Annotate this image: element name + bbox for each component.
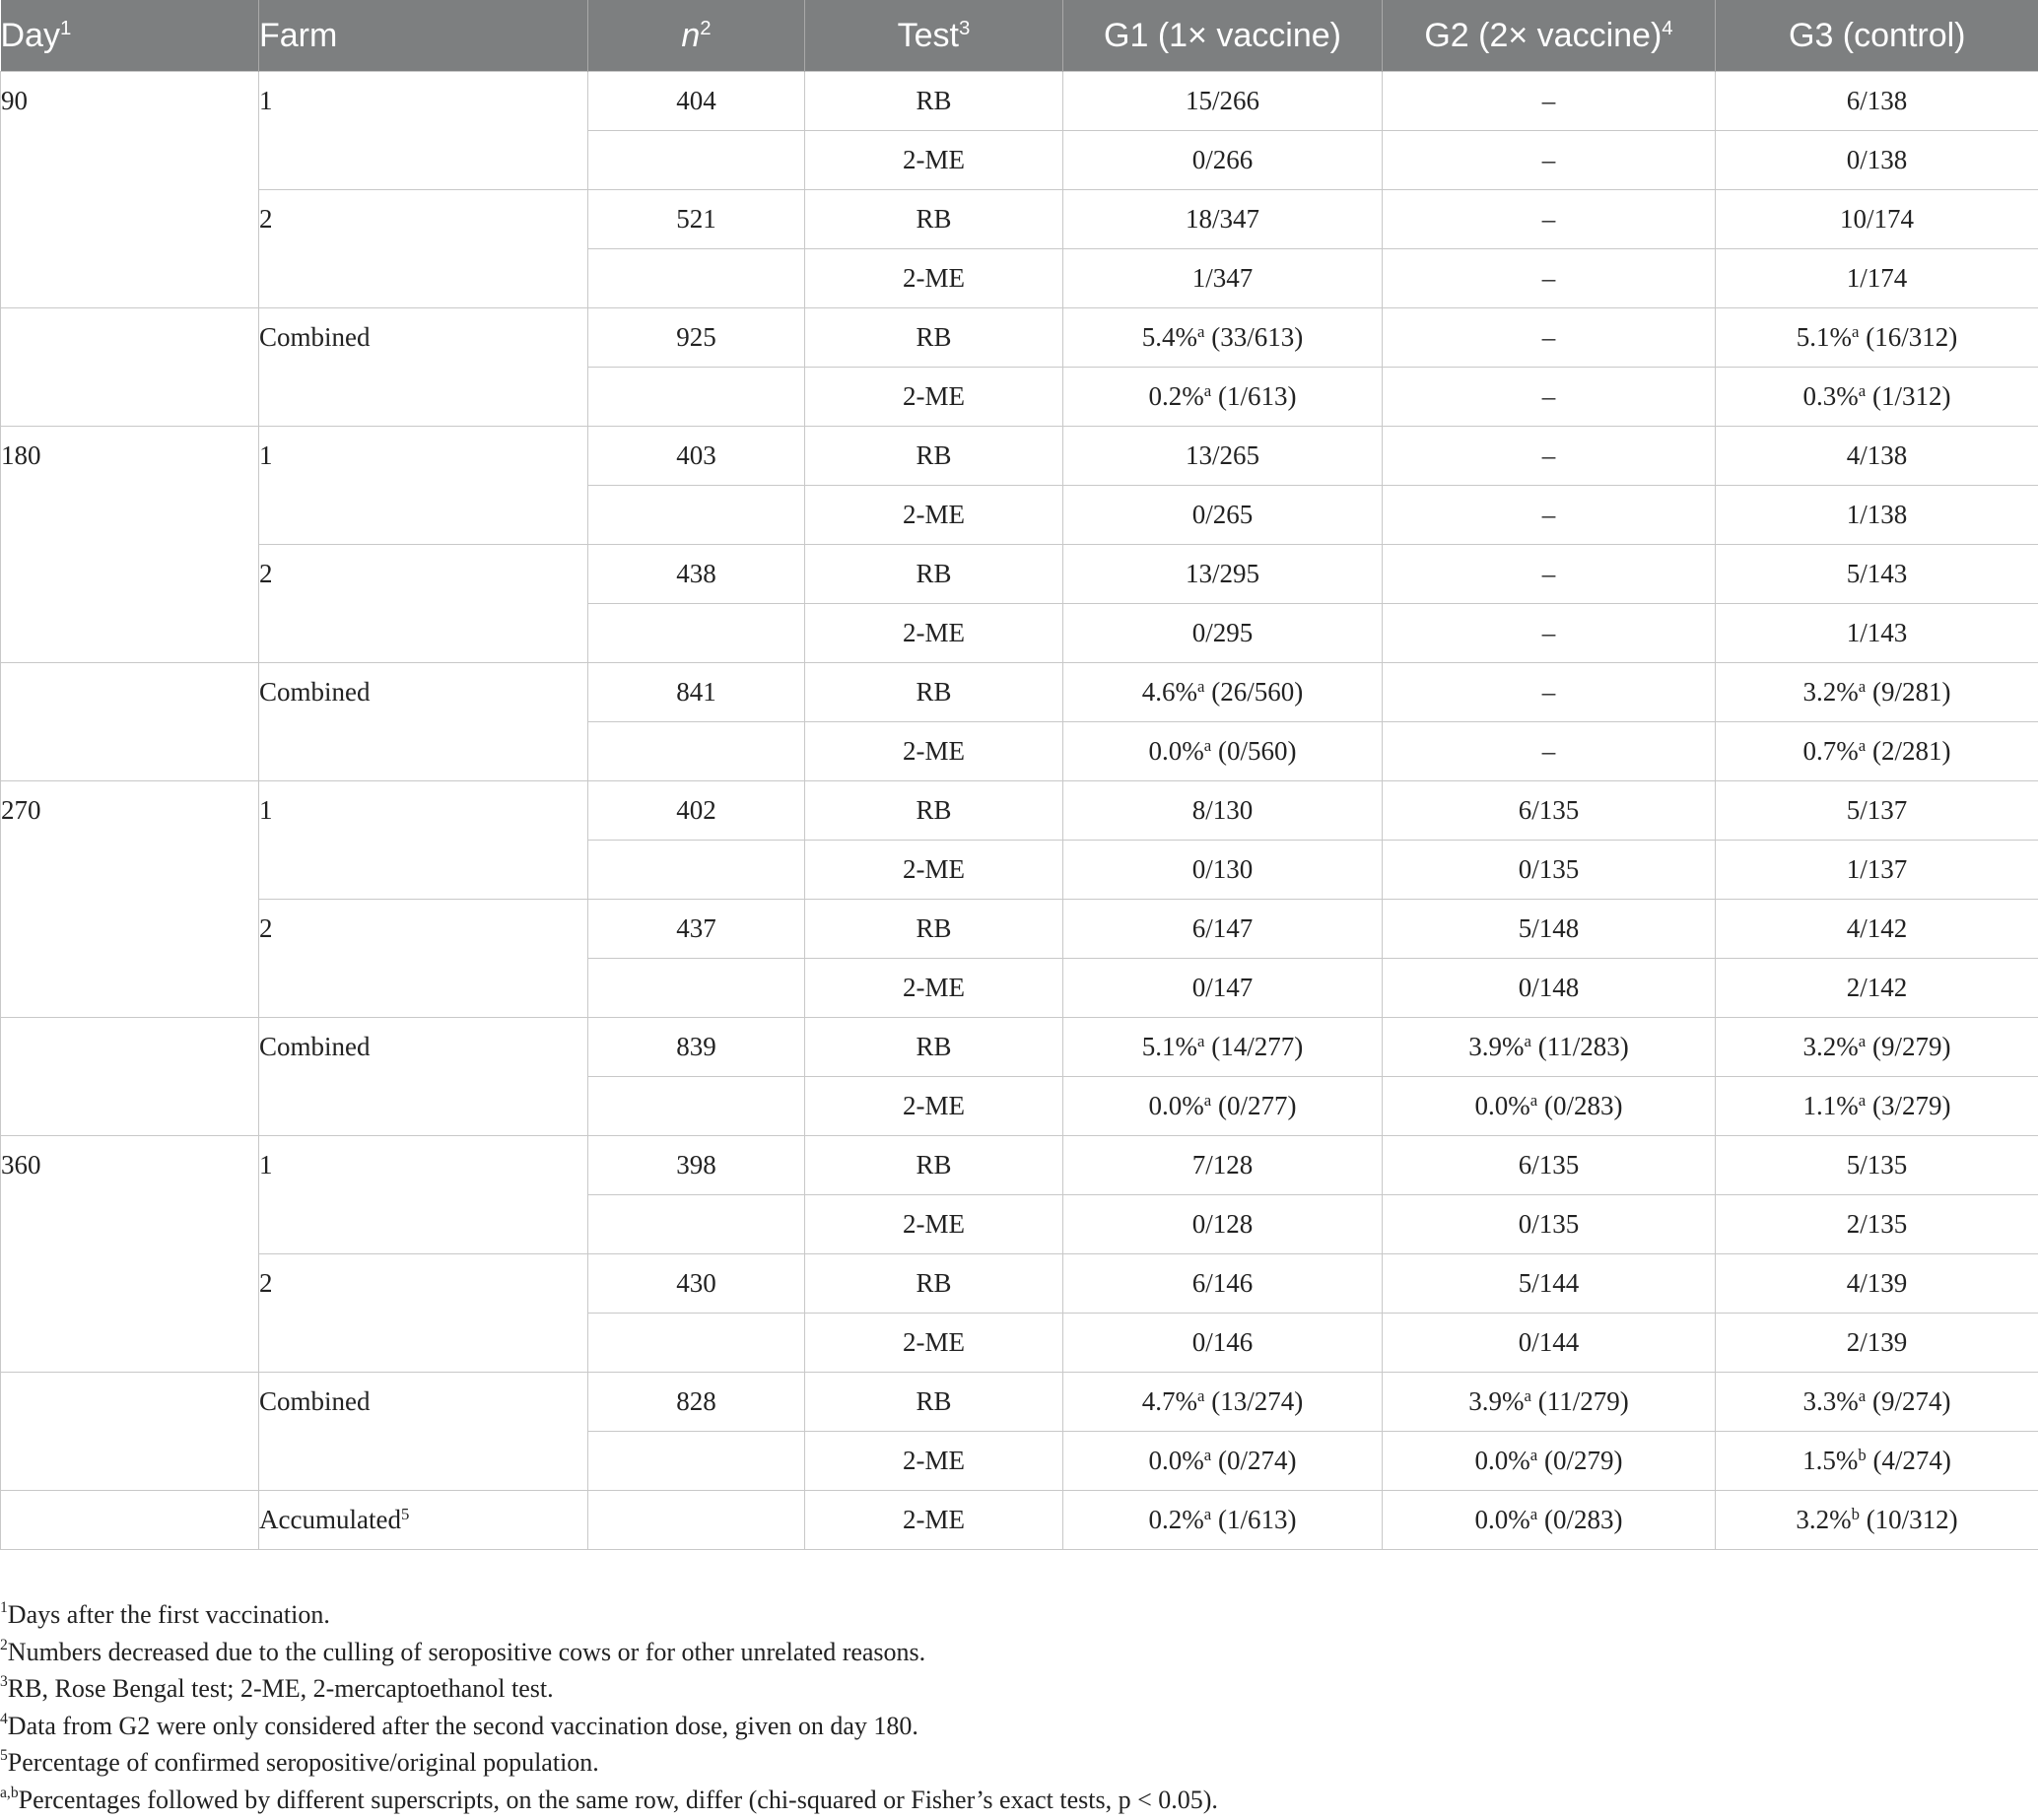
g2-cell: 6/135 <box>1383 781 1716 841</box>
g1-cell: 0/295 <box>1063 604 1383 663</box>
n-cell: 402 <box>588 781 805 841</box>
g1-cell: 18/347 <box>1063 190 1383 249</box>
g1-cell: 0/130 <box>1063 841 1383 900</box>
g1-cell: 0.0%$^a$ (0/277) <box>1063 1077 1383 1136</box>
g2-cell: – <box>1383 190 1716 249</box>
g1-cell: 7/128 <box>1063 1136 1383 1195</box>
g3-cell: 2/142 <box>1716 959 2038 1018</box>
test-cell: RB <box>805 1136 1063 1195</box>
g1-cell: 0/147 <box>1063 959 1383 1018</box>
g2-cell: – <box>1383 663 1716 722</box>
table-row <box>1 545 2038 604</box>
g1-cell: 0/128 <box>1063 1195 1383 1254</box>
g2-cell: – <box>1383 427 1716 486</box>
g1-cell: 5.1%$^a$ (14/277) <box>1063 1018 1383 1077</box>
header-test: Test$^3$ <box>805 0 1063 72</box>
g1-cell: 1/347 <box>1063 249 1383 308</box>
g2-cell: 0.0%$^a$ (0/283) <box>1383 1491 1716 1550</box>
table-row <box>1 1136 2038 1195</box>
n-cell: 521 <box>588 190 805 249</box>
farm-cell-combined: Combined <box>259 308 588 427</box>
footnote: $^3$RB, Rose Bengal test; 2-ME, 2-mercaptoethanol test. <box>0 1673 554 1703</box>
header-g2: G2 (2× vaccine)$^4$ <box>1383 0 1716 72</box>
g2-cell: – <box>1383 131 1716 190</box>
footnote: $^4$Data from G2 were only considered after the second vaccination dose, given on day 180. <box>0 1710 918 1740</box>
n-cell: 437 <box>588 900 805 959</box>
header-day: Day$^1$ <box>1 0 259 72</box>
farm-cell: 1 <box>259 781 588 900</box>
g2-cell: 0.0%$^a$ (0/283) <box>1383 1077 1716 1136</box>
n-cell <box>588 1077 805 1136</box>
test-cell: RB <box>805 190 1063 249</box>
test-cell: 2-ME <box>805 249 1063 308</box>
g3-cell: 5.1%$^a$ (16/312) <box>1716 308 2038 368</box>
day-cell: 270 <box>1 781 259 1018</box>
test-cell: 2-ME <box>805 722 1063 781</box>
table-row <box>1 427 2038 486</box>
g3-cell: 0.7%$^a$ (2/281) <box>1716 722 2038 781</box>
g3-cell: 4/142 <box>1716 900 2038 959</box>
g2-cell: 0/135 <box>1383 841 1716 900</box>
g2-cell: 3.9%$^a$ (11/279) <box>1383 1373 1716 1432</box>
test-cell: 2-ME <box>805 368 1063 427</box>
g1-cell: 0.0%$^a$ (0/560) <box>1063 722 1383 781</box>
test-cell: RB <box>805 900 1063 959</box>
g2-cell: – <box>1383 72 1716 131</box>
g2-cell: 0/144 <box>1383 1314 1716 1373</box>
n-cell <box>588 1491 805 1550</box>
g1-cell: 6/147 <box>1063 900 1383 959</box>
day-cell: 360 <box>1 1136 259 1373</box>
g3-cell: 1/137 <box>1716 841 2038 900</box>
test-cell: 2-ME <box>805 1314 1063 1373</box>
g3-cell: 2/135 <box>1716 1195 2038 1254</box>
n-cell: 398 <box>588 1136 805 1195</box>
test-cell: RB <box>805 663 1063 722</box>
g3-cell: 1.1%$^a$ (3/279) <box>1716 1077 2038 1136</box>
day-cell: 180 <box>1 427 259 663</box>
n-cell: 438 <box>588 545 805 604</box>
g3-cell: 4/138 <box>1716 427 2038 486</box>
n-cell <box>588 722 805 781</box>
g2-cell: 3.9%$^a$ (11/283) <box>1383 1018 1716 1077</box>
g3-cell: 0/138 <box>1716 131 2038 190</box>
g3-cell: 1.5%$^b$ (4/274) <box>1716 1432 2038 1491</box>
g3-cell: 0.3%$^a$ (1/312) <box>1716 368 2038 427</box>
n-cell: 839 <box>588 1018 805 1077</box>
test-cell: RB <box>805 1018 1063 1077</box>
g3-cell: 5/135 <box>1716 1136 2038 1195</box>
g1-cell: 0.0%$^a$ (0/274) <box>1063 1432 1383 1491</box>
test-cell: RB <box>805 545 1063 604</box>
g1-cell: 6/146 <box>1063 1254 1383 1314</box>
header-g3: G3 (control) <box>1716 0 2038 72</box>
n-cell: 404 <box>588 72 805 131</box>
farm-cell: 2 <box>259 1254 588 1373</box>
g2-cell: – <box>1383 368 1716 427</box>
farm-cell-combined: Combined <box>259 1018 588 1136</box>
n-cell: 430 <box>588 1254 805 1314</box>
test-cell: 2-ME <box>805 486 1063 545</box>
footnotes <box>0 1596 2038 1818</box>
g2-cell: – <box>1383 604 1716 663</box>
g3-cell: 1/138 <box>1716 486 2038 545</box>
n-cell: 403 <box>588 427 805 486</box>
g3-cell: 3.2%$^a$ (9/279) <box>1716 1018 2038 1077</box>
test-cell: RB <box>805 72 1063 131</box>
g1-cell: 4.7%$^a$ (13/274) <box>1063 1373 1383 1432</box>
day-cell-empty <box>1 663 259 781</box>
table-row-combined <box>1 663 2038 722</box>
test-cell: RB <box>805 427 1063 486</box>
footnote: $^1$Days after the first vaccination. <box>0 1599 330 1629</box>
day-cell-empty <box>1 1018 259 1136</box>
farm-cell: 2 <box>259 900 588 1018</box>
g1-cell: 8/130 <box>1063 781 1383 841</box>
g2-cell: 5/144 <box>1383 1254 1716 1314</box>
footnote: $^5$Percentage of confirmed seropositive/original population. <box>0 1747 599 1777</box>
table-row-combined <box>1 308 2038 368</box>
farm-cell: 2 <box>259 545 588 663</box>
g2-cell: – <box>1383 249 1716 308</box>
table-row <box>1 72 2038 131</box>
day-cell-empty <box>1 308 259 427</box>
table-row <box>1 1254 2038 1314</box>
g1-cell: 0/146 <box>1063 1314 1383 1373</box>
g3-cell: 2/139 <box>1716 1314 2038 1373</box>
table-row <box>1 781 2038 841</box>
g2-cell: 0.0%$^a$ (0/279) <box>1383 1432 1716 1491</box>
g3-cell: 5/137 <box>1716 781 2038 841</box>
footnote: $^2$Numbers decreased due to the culling of seropositive cows or for other unrelated reasons. <box>0 1636 926 1666</box>
header-row <box>1 0 2038 72</box>
test-cell: RB <box>805 781 1063 841</box>
test-cell: 2-ME <box>805 604 1063 663</box>
g1-cell: 13/295 <box>1063 545 1383 604</box>
g2-cell: – <box>1383 486 1716 545</box>
farm-cell-accumulated: Accumulated$^5$ <box>259 1491 588 1550</box>
g3-cell: 4/139 <box>1716 1254 2038 1314</box>
n-cell <box>588 249 805 308</box>
table-row-combined <box>1 1373 2038 1432</box>
n-cell <box>588 604 805 663</box>
n-cell <box>588 368 805 427</box>
test-cell: RB <box>805 308 1063 368</box>
g2-cell: 0/135 <box>1383 1195 1716 1254</box>
g3-cell: 10/174 <box>1716 190 2038 249</box>
table-body <box>1 72 2038 1550</box>
g3-cell: 3.3%$^a$ (9/274) <box>1716 1373 2038 1432</box>
header-g1: G1 (1× vaccine) <box>1063 0 1383 72</box>
g1-cell: 0.2%$^a$ (1/613) <box>1063 368 1383 427</box>
day-cell-empty <box>1 1373 259 1491</box>
g2-cell: 0/148 <box>1383 959 1716 1018</box>
n-cell <box>588 131 805 190</box>
test-cell: 2-ME <box>805 1491 1063 1550</box>
test-cell: 2-ME <box>805 1432 1063 1491</box>
test-cell: 2-ME <box>805 131 1063 190</box>
test-cell: 2-ME <box>805 841 1063 900</box>
g3-cell: 1/143 <box>1716 604 2038 663</box>
g1-cell: 0/266 <box>1063 131 1383 190</box>
n-cell: 828 <box>588 1373 805 1432</box>
table-row-combined <box>1 1018 2038 1077</box>
table-row <box>1 900 2038 959</box>
test-cell: 2-ME <box>805 959 1063 1018</box>
n-cell <box>588 1432 805 1491</box>
g1-cell: 4.6%$^a$ (26/560) <box>1063 663 1383 722</box>
header-n: $n^2$ <box>588 0 805 72</box>
g2-cell: 5/148 <box>1383 900 1716 959</box>
g2-cell: 6/135 <box>1383 1136 1716 1195</box>
farm-cell-combined: Combined <box>259 1373 588 1491</box>
g1-cell: 15/266 <box>1063 72 1383 131</box>
farm-cell: 2 <box>259 190 588 308</box>
g2-cell: – <box>1383 308 1716 368</box>
g2-cell: – <box>1383 722 1716 781</box>
footnote: $^{a,b}$Percentages followed by different superscripts, on the same row, differ (chi-squared or Fisher’s exact tests, p < 0.05). <box>0 1784 1218 1814</box>
n-cell <box>588 959 805 1018</box>
g3-cell: 6/138 <box>1716 72 2038 131</box>
header-farm: Farm <box>259 0 588 72</box>
farm-cell: 1 <box>259 72 588 190</box>
g3-cell: 3.2%$^a$ (9/281) <box>1716 663 2038 722</box>
test-cell: RB <box>805 1373 1063 1432</box>
test-cell: 2-ME <box>805 1195 1063 1254</box>
g2-cell: – <box>1383 545 1716 604</box>
g3-cell: 1/174 <box>1716 249 2038 308</box>
g1-cell: 0/265 <box>1063 486 1383 545</box>
farm-cell: 1 <box>259 427 588 545</box>
test-cell: RB <box>805 1254 1063 1314</box>
table-header <box>1 0 2038 72</box>
n-cell <box>588 1195 805 1254</box>
g1-cell: 13/265 <box>1063 427 1383 486</box>
farm-cell-combined: Combined <box>259 663 588 781</box>
g3-cell: 3.2%$^b$ (10/312) <box>1716 1491 2038 1550</box>
table-row-accumulated <box>1 1491 2038 1550</box>
n-cell: 925 <box>588 308 805 368</box>
n-cell <box>588 1314 805 1373</box>
table-row <box>1 190 2038 249</box>
farm-cell: 1 <box>259 1136 588 1254</box>
day-cell-empty <box>1 1491 259 1550</box>
n-cell <box>588 486 805 545</box>
day-cell: 90 <box>1 72 259 308</box>
g1-cell: 5.4%$^a$ (33/613) <box>1063 308 1383 368</box>
test-cell: 2-ME <box>805 1077 1063 1136</box>
n-cell <box>588 841 805 900</box>
g3-cell: 5/143 <box>1716 545 2038 604</box>
n-cell: 841 <box>588 663 805 722</box>
g1-cell: 0.2%$^a$ (1/613) <box>1063 1491 1383 1550</box>
